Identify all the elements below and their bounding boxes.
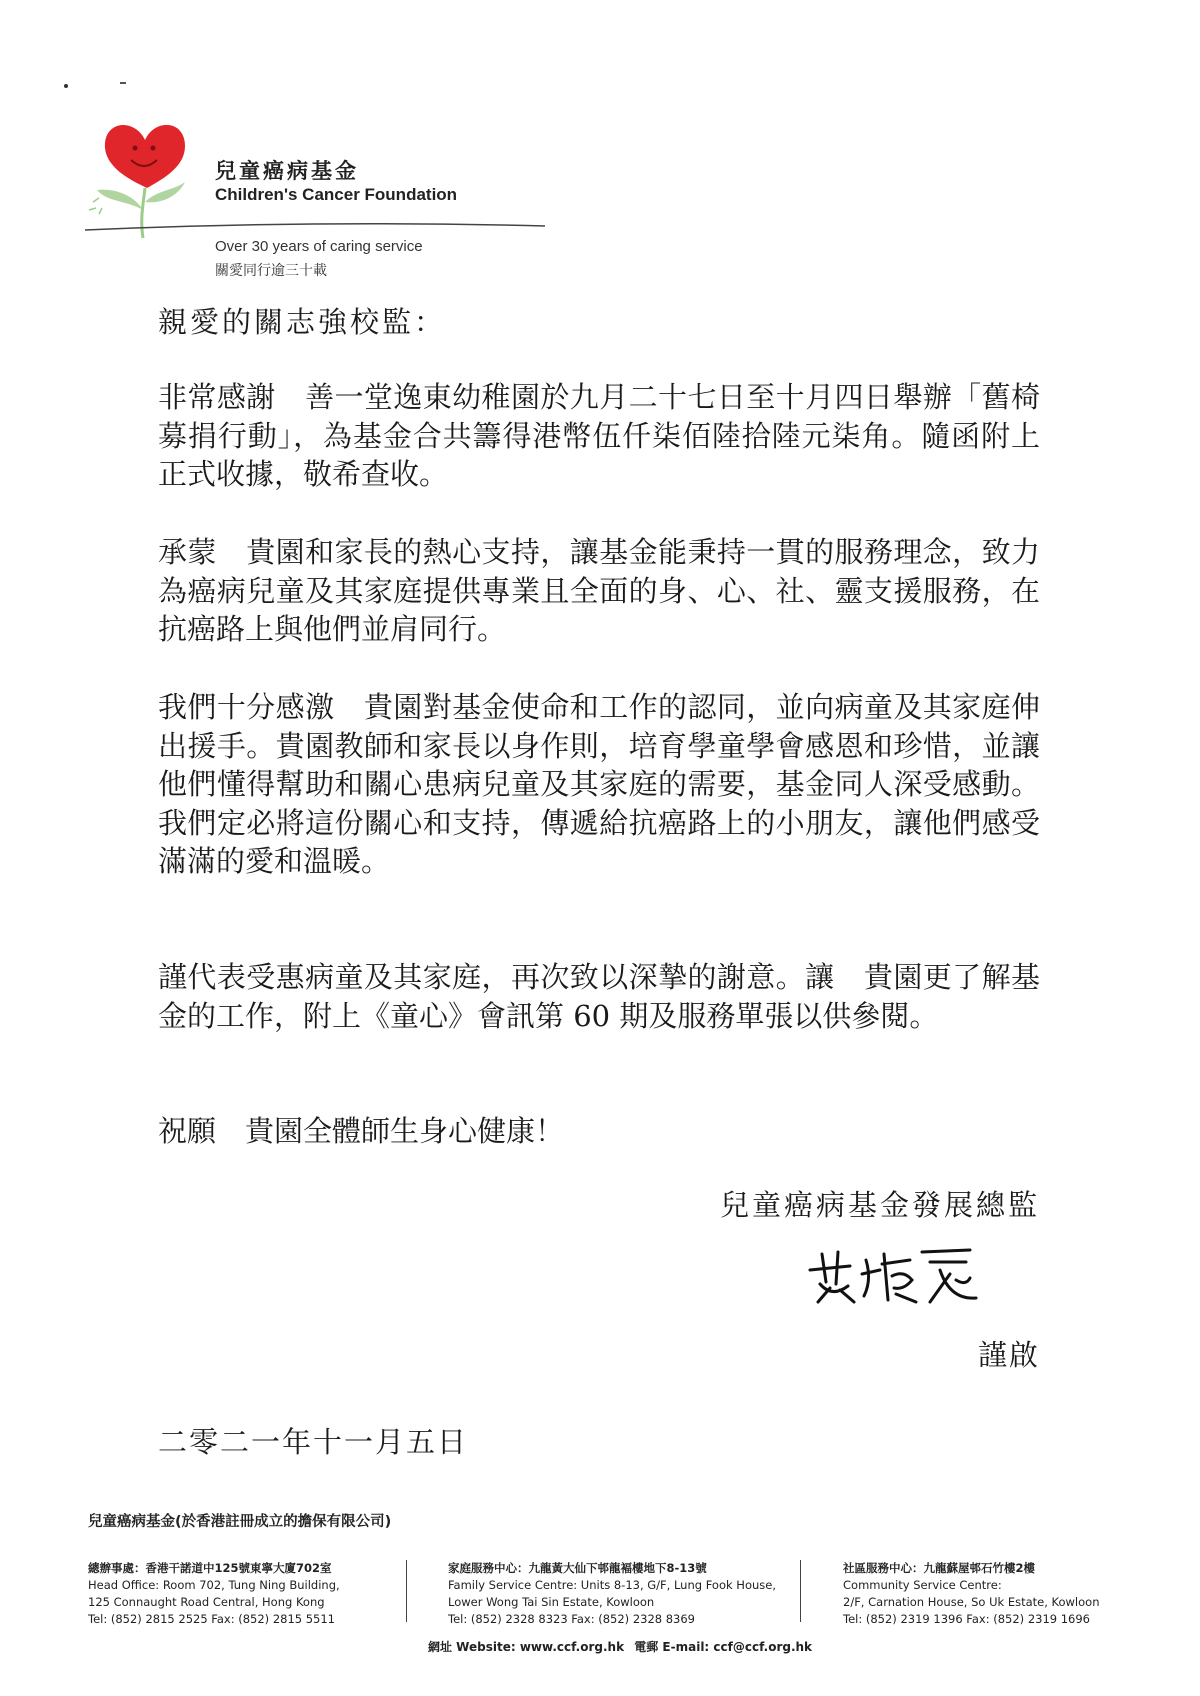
address-line: Tel: (852) 2815 2525 Fax: (852) 2815 5511 (88, 1612, 336, 1626)
email-link[interactable]: 電郵 E-mail: ccf@ccf.org.hk (634, 1640, 813, 1654)
letterhead-rule (85, 218, 545, 238)
tagline-zh: 關愛同行逾三十載 (215, 263, 327, 279)
family-centre-address (448, 1560, 808, 1628)
family-centre-title: 家庭服務中心：九龍黃大仙下邨龍褔樓地下8-13號 (448, 1561, 707, 1575)
salutation: 親愛的關志強校監： (158, 305, 447, 339)
address-line: Tel: (852) 2319 1396 Fax: (852) 2319 1696 (843, 1612, 1091, 1626)
address-line: 2/F, Carnation House, So Uk Estate, Kowloon (843, 1595, 1100, 1609)
website-link[interactable]: 網址 Website: www.ccf.org.hk (428, 1640, 625, 1654)
letter-paragraph: 承蒙 貴園和家長的熱心支持，讓基金能秉持一貫的服務理念，致力為癌病兒童及其家庭提供專業且全面的身、心、社、靈支援服務，在抗癌路上與他們並肩同行。 (158, 535, 1040, 646)
address-line: Family Service Centre: Units 8-13, G/F, Lung Fook House, (448, 1578, 777, 1592)
letter-paragraph: 我們十分感激 貴園對基金使命和工作的認同，並向病童及其家庭伸出援手。貴園教師和家長以身作則，培育學童學會感恩和珍惜，並讓他們懂得幫助和關心患病兒童及其家庭的需要，基金同人深受感動。我們定必將這份關心和支持，傳遞給抗癌路上的小朋友，讓他們感受滿滿的愛和溫暖。 (158, 690, 1040, 878)
address-line: Tel: (852) 2328 8323 Fax: (852) 2328 8369 (448, 1612, 696, 1626)
footer-divider (406, 1560, 407, 1622)
address-line: Community Service Centre: (843, 1578, 1002, 1592)
head-office-title: 總辦事處：香港干諾道中125號東寧大廈702室 (88, 1561, 332, 1575)
footer-contacts (428, 1638, 818, 1655)
address-line: Lower Wong Tai Sin Estate, Kowloon (448, 1595, 655, 1609)
signatory-title: 兒童癌病基金發展總監 (719, 1188, 1040, 1222)
footer-divider (800, 1560, 801, 1622)
address-line: 125 Connaught Road Central, Hong Kong (88, 1595, 325, 1609)
closing: 謹啟 (977, 1338, 1040, 1372)
letter-paragraph: 非常感謝 善一堂逸東幼稚園於九月二十七日至十月四日舉辦「舊椅募捐行動」，為基金合共籌得港幣伍仟柒佰陸拾陸元柒角。隨函附上正式收據，敬希查收。 (158, 380, 1040, 491)
org-name-zh: 兒童癌病基金 (215, 159, 359, 183)
address-line: Head Office: Room 702, Tung Ning Building, (88, 1578, 340, 1592)
footer (88, 1510, 1118, 1680)
letter-paragraph: 祝願 貴園全體師生身心健康！ (158, 1114, 565, 1148)
handwritten-signature-icon (800, 1240, 980, 1310)
org-name-en: Children's Cancer Foundation (215, 185, 458, 204)
footer-org-name: 兒童癌病基金(於香港註冊成立的擔保有限公司) (88, 1514, 392, 1530)
head-office-address (88, 1560, 388, 1628)
letter-date: 二零二一年十一月五日 (158, 1425, 469, 1459)
letter-paragraph: 謹代表受惠病童及其家庭，再次致以深摯的謝意。讓 貴園更了解基金的工作，附上《童心》會訊第 60 期及服務單張以供參閱。 (158, 960, 1040, 1033)
community-centre-address (843, 1560, 1113, 1628)
community-centre-title: 社區服務中心：九龍蘇屋邨石竹樓2樓 (843, 1561, 1035, 1575)
tagline-en: Over 30 years of caring service (215, 238, 423, 255)
letterhead (85, 110, 545, 290)
